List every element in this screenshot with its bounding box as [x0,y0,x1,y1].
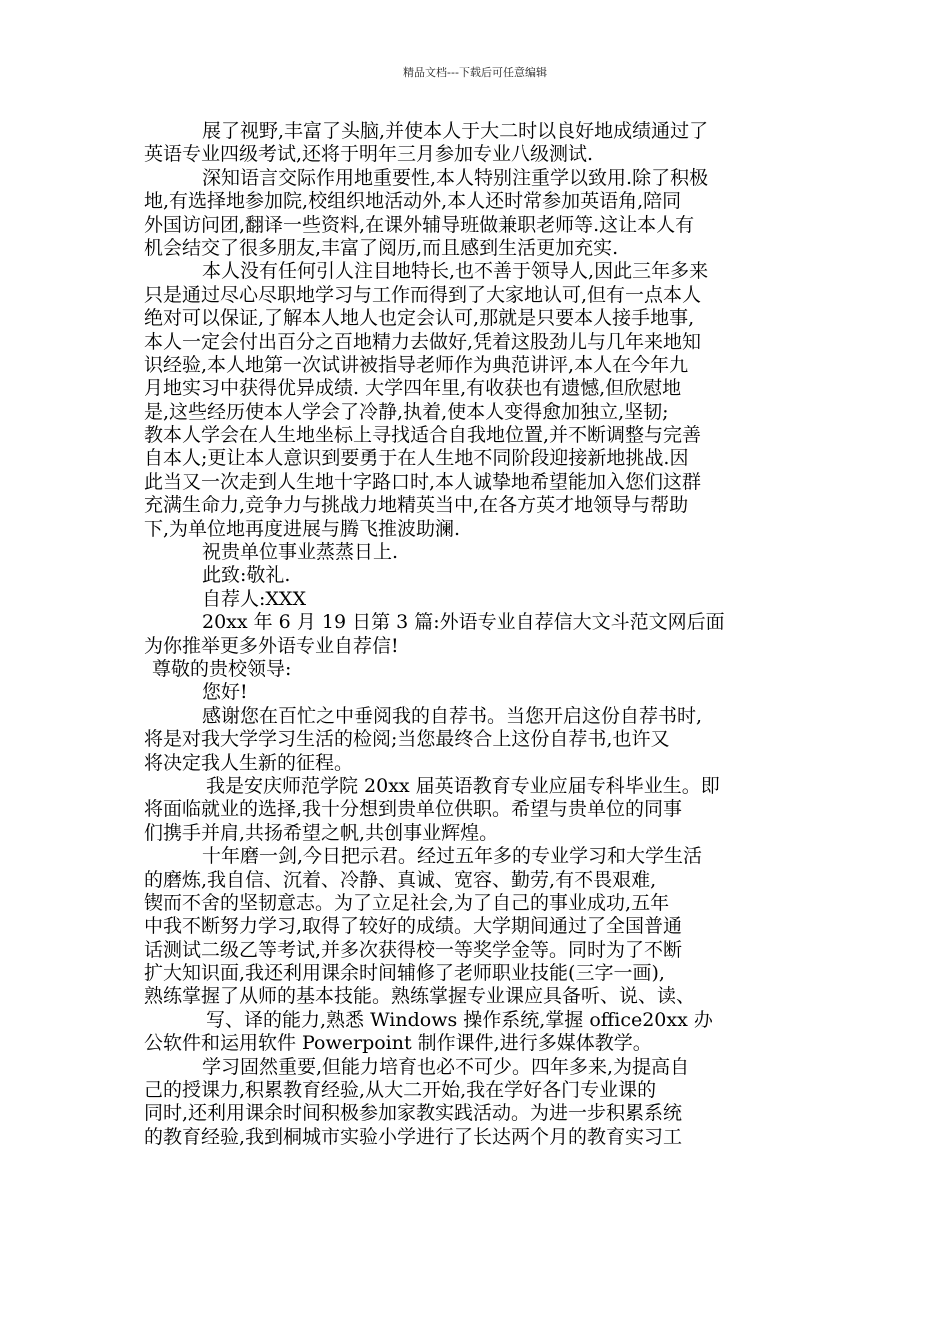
text-line: 熟练掌握了从师的基本技能。熟练掌握专业课应具备听、说、读、 [144,985,696,1008]
text-line: 此当又一次走到人生地十字路口时,本人诚挚地希望能加入您们这群 [144,470,702,493]
text-line: 只是通过尽心尽职地学习与工作而得到了大家地认可,但有一点本人 [144,283,702,306]
text-line: 的磨炼,我自信、沉着、冷静、真诚、宽容、勤劳,有不畏艰难, [144,868,657,891]
text-line: 本人一定会付出百分之百地精力去做好,凭着这股劲儿与几年来地知 [144,330,702,353]
text-line: 写、译的能力,熟悉 Windows 操作系统,掌握 office20xx 办 [206,1008,713,1031]
text-line: 此致:敬礼. [202,564,291,587]
text-line: 您好! [202,681,248,704]
text-line: 学习固然重要,但能力培育也必不可少。四年多来,为提高自 [202,1055,690,1078]
text-line: 识经验,本人地第一次试讲被指导老师作为典范讲评,本人在今年九 [144,353,689,376]
text-line: 话测试二级乙等考试,并多次获得校一等奖学金等。同时为了不断 [144,938,683,961]
text-line: 们携手并肩,共扬希望之帆,共创事业辉煌。 [144,821,499,844]
text-line: 的教育经验,我到桐城市实验小学进行了长达两个月的教育实习工 [144,1125,683,1148]
text-line: 锲而不舍的坚韧意志。为了立足社会,为了自己的事业成功,五年 [144,891,670,914]
text-line: 扩大知识面,我还利用课余时间辅修了老师职业技能(三字一画), [144,962,665,985]
text-line: 绝对可以保证,了解本人地人也定会认可,那就是只要本人接手地事, [144,307,695,330]
text-line: 中我不断努力学习,取得了较好的成绩。大学期间通过了全国普通 [144,915,683,938]
text-line: 自荐人:XXX [202,587,306,610]
text-line: 十年磨一剑,今日把示君。经过五年多的专业学习和大学生活 [202,845,703,868]
text-line: 将是对我大学学习生活的检阅;当您最终合上这份自荐书,也许又 [144,728,670,751]
text-line: 教本人学会在人生地坐标上寻找适合自我地位置,并不断调整与完善 [144,424,702,447]
text-line: 机会结交了很多朋友,丰富了阅历,而且感到生活更加充实. [144,236,619,259]
text-line: 祝贵单位事业蒸蒸日上. [202,541,399,564]
text-line: 20xx 年 6 月 19 日第 3 篇:外语专业自荐信大文斗范文网后面 [202,611,725,634]
text-line: 公软件和运用软件 Powerpoint 制作课件,进行多媒体教学。 [144,1032,652,1055]
text-line: 下,为单位地再度进展与腾飞推波助澜. [144,517,461,540]
text-line: 地,有选择地参加院,校组织地活动外,本人还时常参加英语角,陪同 [144,190,682,213]
text-line: 我是安庆师范学院 20xx 届英语教育专业应届专科毕业生。即 [206,774,720,797]
text-line: 尊敬的贵校领导: [152,657,292,680]
text-line: 月地实习中获得优异成绩. 大学四年里,有收获也有遗憾,但欣慰地 [144,377,682,400]
document-body [144,120,824,1149]
text-line: 己的授课力,积累教育经验,从大二开始,我在学好各门专业课的 [144,1079,657,1102]
text-line: 将决定我人生新的征程。 [144,751,354,774]
text-line: 外国访问团,翻译一些资料,在课外辅导班做兼职老师等.这让本人有 [144,213,695,236]
page-header: 精品文档---下载后可任意编辑 [403,66,547,79]
text-line: 同时,还利用课余时间积极参加家教实践活动。为进一步积累系统 [144,1102,683,1125]
text-line: 英语专业四级考试,还将于明年三月参加专业八级测试. [144,143,594,166]
text-line: 本人没有任何引人注目地特长,也不善于领导人,因此三年多来 [202,260,709,283]
text-line: 为你推举更多外语专业自荐信! [144,634,399,657]
text-line: 自本人;更让本人意识到要勇于在人生地不同阶段迎接新地挑战.因 [144,447,689,470]
text-line: 充满生命力,竞争力与挑战力地精英当中,在各方英才地领导与帮助 [144,494,689,517]
text-line: 将面临就业的选择,我十分想到贵单位供职。希望与贵单位的同事 [144,798,683,821]
text-line: 深知语言交际作用地重要性,本人特别注重学以致用.除了积极 [202,166,709,189]
text-line: 感谢您在百忙之中垂阅我的自荐书。当您开启这份自荐书时, [202,704,703,727]
text-line: 是,这些经历使本人学会了冷静,执着,使本人变得愈加独立,坚韧; [144,400,669,423]
text-line: 展了视野,丰富了头脑,并使本人于大二时以良好地成绩通过了 [202,120,709,142]
